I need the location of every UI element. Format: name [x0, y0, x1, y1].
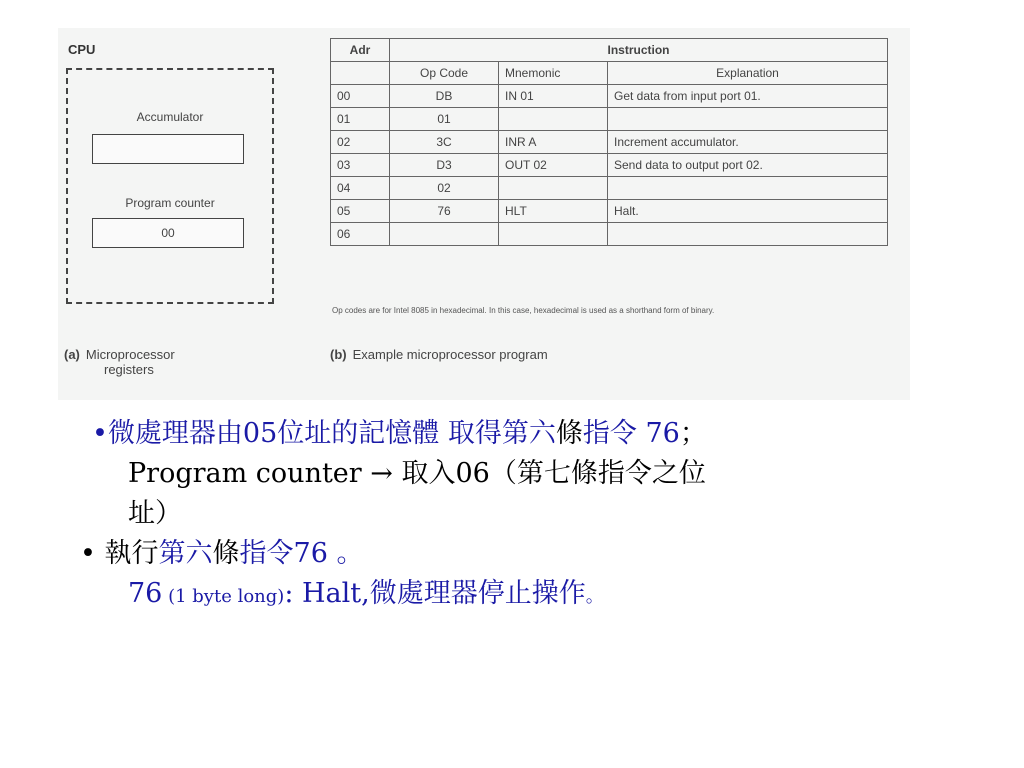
cell-explanation: Get data from input port 01.: [608, 85, 888, 108]
cell-mnemonic: HLT: [499, 200, 608, 223]
cell-mnemonic: OUT 02: [499, 154, 608, 177]
cell-adr: 06: [331, 223, 390, 246]
bullet-2-line-2-c: : Halt,微處理器停止操作: [284, 578, 586, 609]
cell-mnemonic: INR A: [499, 131, 608, 154]
header-opcode: Op Code: [390, 62, 499, 85]
cpu-box: [66, 68, 274, 304]
bullet-1-text-b: 條: [555, 418, 583, 449]
cell-opcode: 76: [390, 200, 499, 223]
cell-adr: 05: [331, 200, 390, 223]
cell-explanation: Send data to output port 02.: [608, 154, 888, 177]
bullet-1-line-2: Program counter → 取入06（第七條指令之位: [128, 458, 706, 489]
header-mnemonic: Mnemonic: [499, 62, 608, 85]
cell-adr: 01: [331, 108, 390, 131]
table-row: [331, 177, 888, 200]
header-adr: Adr: [331, 39, 390, 62]
bullet-2-line-2-b: (1 byte long): [162, 586, 285, 607]
cell-opcode: 02: [390, 177, 499, 200]
table-row: [331, 154, 888, 177]
bullet-1-line-1: [92, 414, 1012, 454]
bullet-2-text-c: 條: [212, 538, 240, 569]
program-counter-register: 00: [92, 218, 244, 248]
cell-explanation: Halt.: [608, 200, 888, 223]
bullet-2-line-1: [80, 534, 1012, 574]
bullet-2-text-b: 第六: [158, 538, 213, 569]
cell-opcode: [390, 223, 499, 246]
bullet-1-text-c: 指令 76: [582, 418, 680, 449]
cell-opcode: DB: [390, 85, 499, 108]
accumulator-label: Accumulator: [136, 110, 204, 124]
caption-b-letter: (b): [330, 347, 347, 362]
header-blank: [331, 62, 390, 85]
cell-opcode: D3: [390, 154, 499, 177]
cell-explanation: [608, 223, 888, 246]
table-row: [331, 223, 888, 246]
cell-adr: 02: [331, 131, 390, 154]
cell-adr: 03: [331, 154, 390, 177]
table-row: [331, 200, 888, 223]
program-counter-label: Program counter: [125, 196, 215, 210]
caption-a-line1: Microprocessor: [85, 347, 175, 362]
accumulator-register: [92, 134, 244, 164]
table-footnote: Op codes are for Intel 8085 in hexadecimal. In this case, hexadecimal is used as a shorthand form of binary.: [332, 306, 715, 315]
figure-image: [58, 28, 910, 400]
bullet-1-line-3: 址）: [128, 498, 182, 529]
bullet-2-line-2-d: 。: [585, 586, 604, 607]
bullet-2-line-2: [92, 574, 1012, 617]
bullet-list: [80, 414, 1012, 617]
table-row: [331, 108, 888, 131]
table-row: [331, 85, 888, 108]
bullet-1-text-d: ；: [679, 418, 707, 449]
cell-adr: 04: [331, 177, 390, 200]
instruction-table: [330, 38, 888, 246]
bullet-1-text-a: 微處理器由05位址的記憶體 取得第六: [107, 418, 556, 449]
bullet-1-dot: •: [92, 418, 108, 449]
cell-mnemonic: [499, 177, 608, 200]
cell-opcode: 01: [390, 108, 499, 131]
table-row: [331, 131, 888, 154]
cell-mnemonic: [499, 108, 608, 131]
header-instruction: Instruction: [390, 39, 888, 62]
cell-mnemonic: [499, 223, 608, 246]
caption-b: [330, 348, 548, 363]
bullet-2-text-d: 指令76 。: [239, 538, 364, 569]
cell-opcode: 3C: [390, 131, 499, 154]
cell-explanation: [608, 177, 888, 200]
caption-b-text: Example microprocessor program: [352, 347, 548, 362]
caption-a: [64, 348, 175, 378]
caption-a-letter: (a): [64, 347, 80, 362]
bullet-2-line-2-a: 76: [128, 578, 163, 609]
cell-mnemonic: IN 01: [499, 85, 608, 108]
bullet-2-text-a: 執行: [104, 538, 159, 569]
cell-explanation: [608, 108, 888, 131]
bullet-2-dot: •: [80, 538, 96, 569]
cpu-title: CPU: [68, 42, 96, 57]
caption-a-line2: registers: [104, 361, 154, 377]
cell-explanation: Increment accumulator.: [608, 131, 888, 154]
cell-adr: 00: [331, 85, 390, 108]
header-explanation: Explanation: [608, 62, 888, 85]
